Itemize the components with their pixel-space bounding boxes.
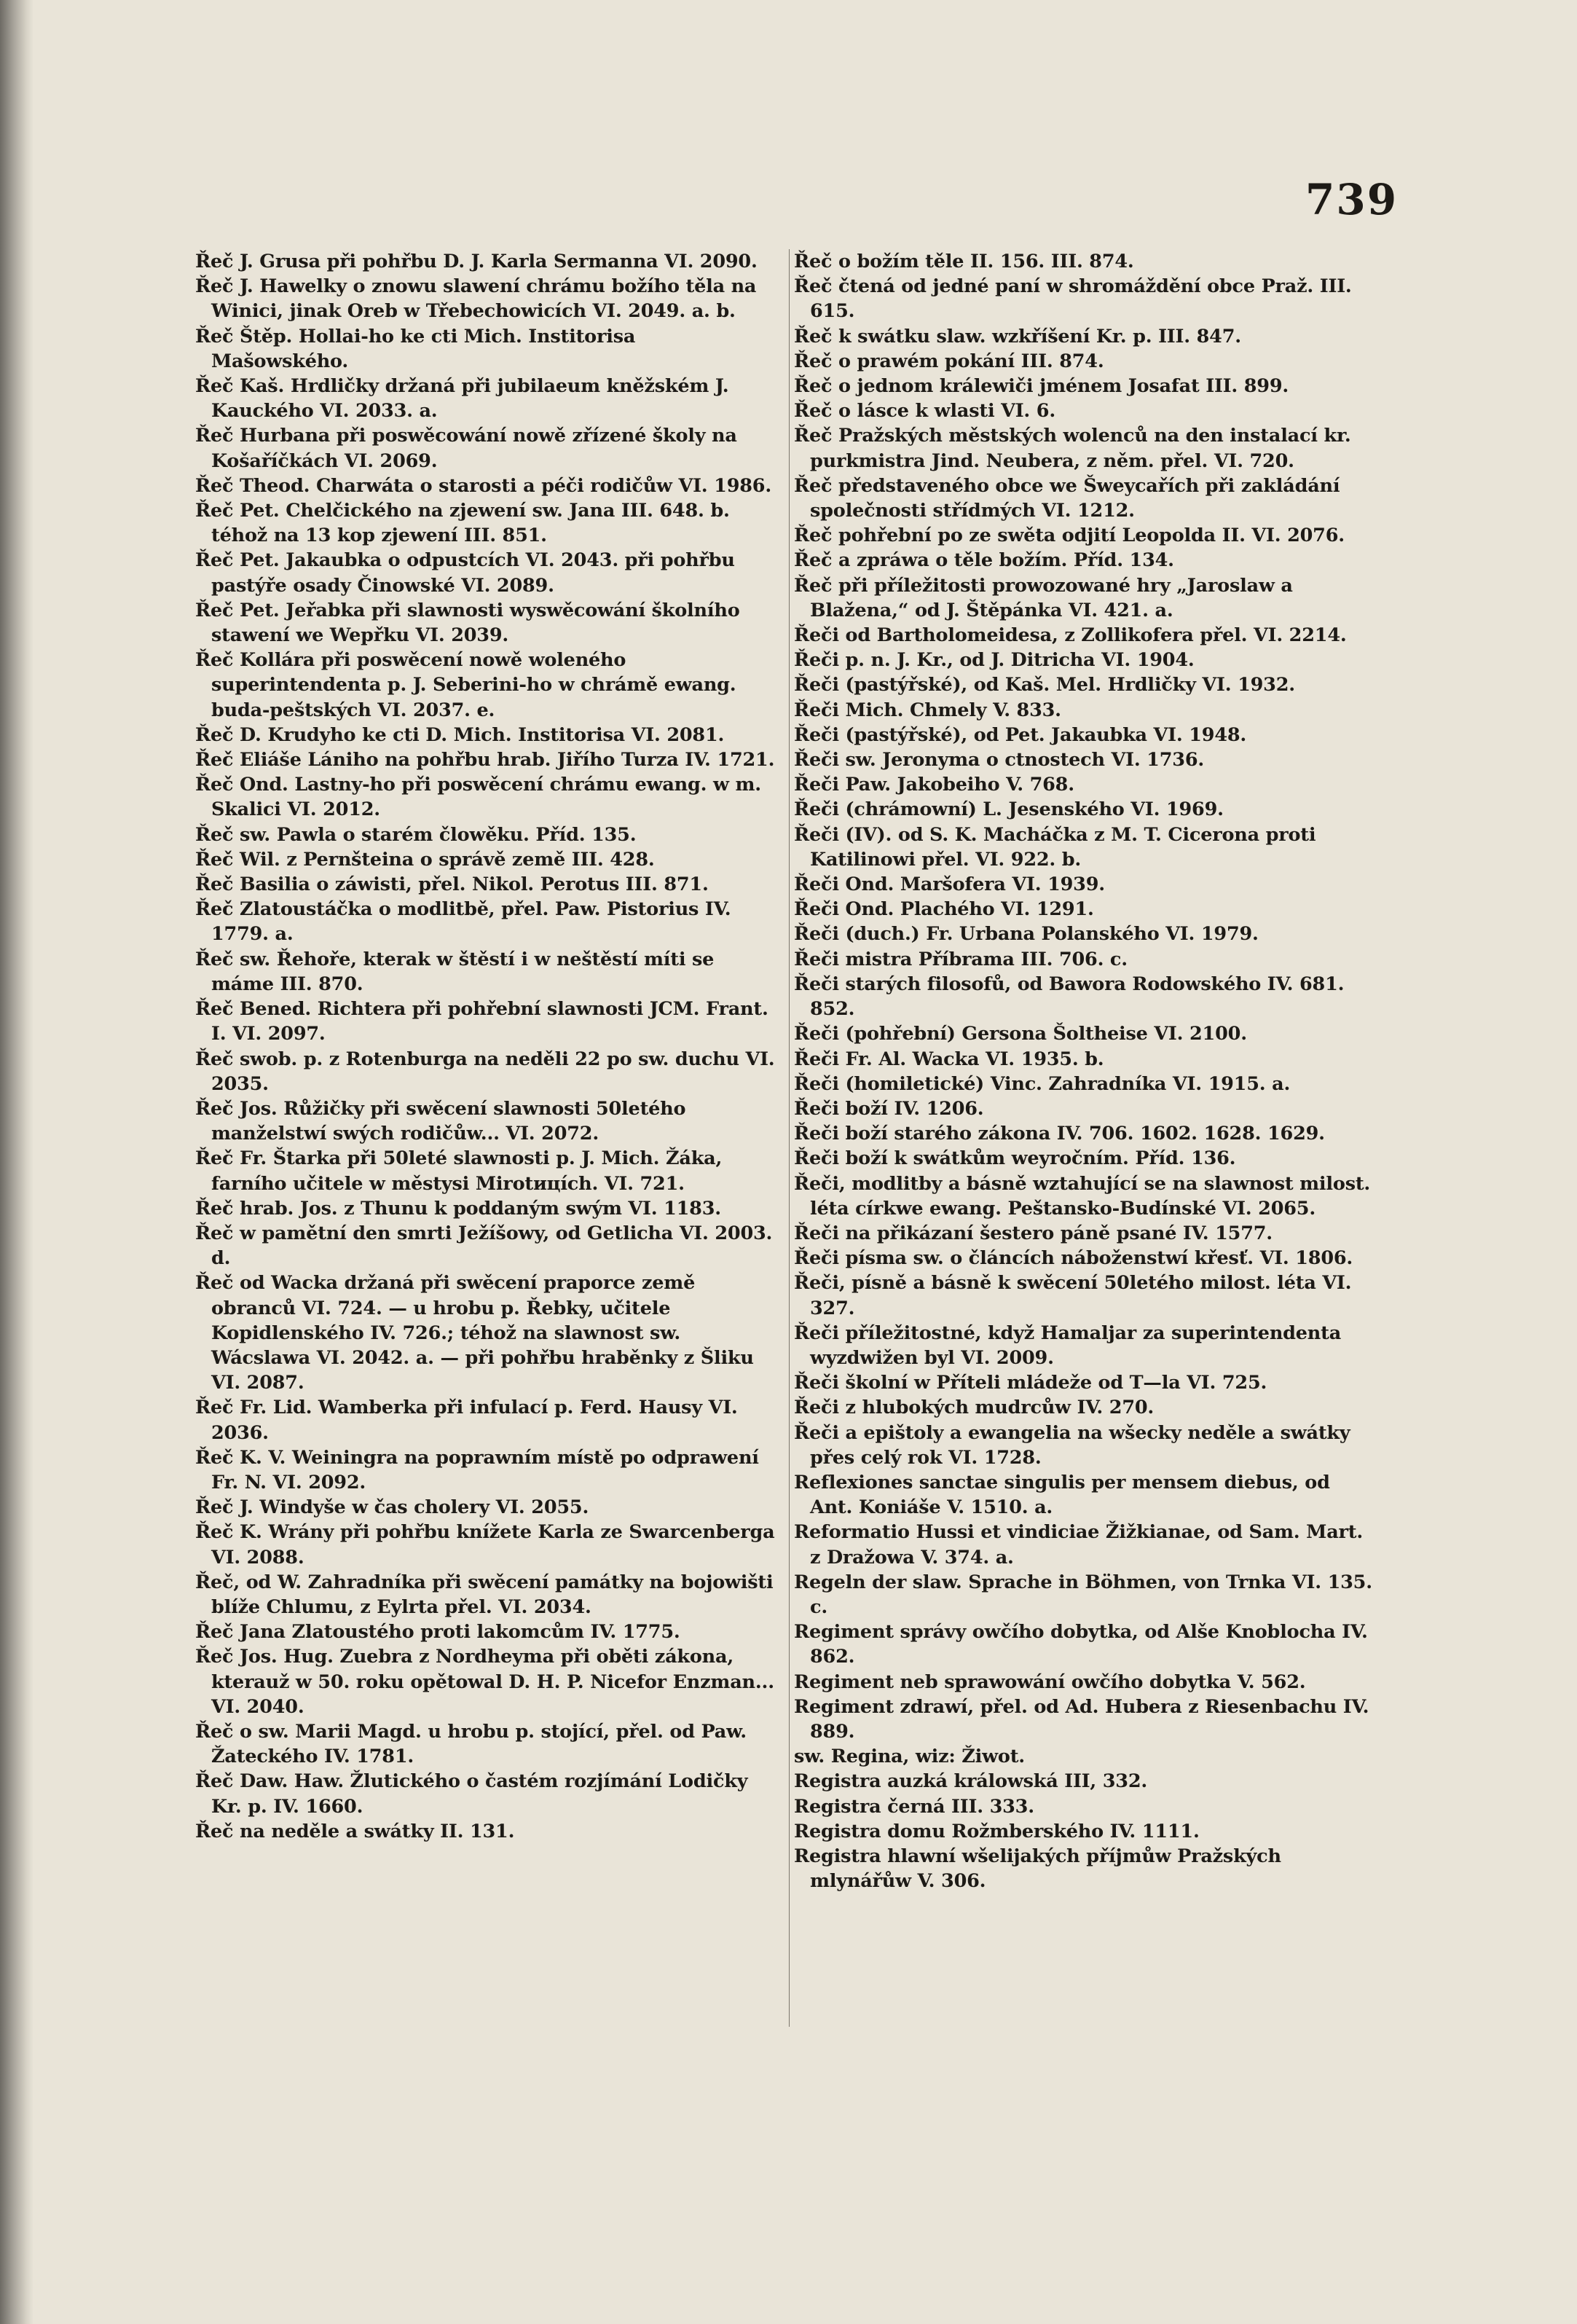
index-entry: Řeči z hlubokých mudrcůw IV. 270. bbox=[794, 1397, 1155, 1419]
index-entry: Řeč K. V. Weiningra na poprawním místě po odprawení Fr. N. VI. 2092. bbox=[195, 1446, 759, 1493]
index-entry: Řeči (pastýřské), od Pet. Jakaubka VI. 1948. bbox=[794, 723, 1247, 746]
index-entry: Řeč o sw. Marii Magd. u hrobu p. stojící, přel. od Paw. Žateckého IV. 1781. bbox=[195, 1720, 747, 1768]
index-entry: Řeč a zpráwa o těle božím. Příd. 134. bbox=[794, 549, 1174, 572]
index-entry: Řeč D. Krudyho ke cti D. Mich. Institorisa VI. 2081. bbox=[195, 723, 725, 746]
index-entry: Řeči boží IV. 1206. bbox=[794, 1097, 984, 1120]
index-entry: Řeči (homiletické) Vinc. Zahradníka VI. 1915. a. bbox=[794, 1072, 1291, 1095]
index-entry: Řeč J. Grusa při pohřbu D. J. Karla Sermanna VI. 2090. bbox=[195, 251, 758, 272]
index-entry: Řeč Fr. Lid. Wamberka při infulací p. Ferd. Hausy VI. 2036. bbox=[195, 1397, 738, 1444]
index-entry: Řeči p. n. J. Kr., od J. Ditricha VI. 1904. bbox=[794, 649, 1195, 672]
index-entry: Řeči Fr. Al. Wacka VI. 1935. b. bbox=[794, 1048, 1104, 1070]
index-entry: Řeč Pet. Jakaubka o odpustcích VI. 2043. při pohřbu pastýře osady Činowské VI. 2089. bbox=[195, 549, 735, 597]
index-entry: Řeč sw. Pawla o starém člowěku. Příd. 135. bbox=[195, 823, 637, 846]
index-entry: Řeči příležitostné, když Hamaljar za superintendenta wyzdwižen byl VI. 2009. bbox=[794, 1322, 1342, 1369]
index-entry: Řeč o jednom králewiči jménem Josafat III. 899. bbox=[794, 375, 1289, 398]
index-entry: Řeč na neděle a swátky II. 131. bbox=[195, 1820, 515, 1842]
index-entry: Řeč Jos. Hug. Zuebra z Nordheyma při oběti zákona, kterauž w 50. roku opětowal D. H. P. Nicefor Enzman... VI. 2040. bbox=[195, 1646, 774, 1718]
book-spine-shadow bbox=[0, 0, 34, 2324]
index-entry: Řeč Theod. Charwáta o starosti a péči rodičůw VI. 1986. bbox=[195, 474, 772, 497]
index-entry: Řeči (IV). od S. K. Macháčka z M. T. Cicerona proti Katilinowi přel. VI. 922. b. bbox=[794, 823, 1316, 871]
index-entry: Reformatio Hussi et vindiciae Žižkianae, od Sam. Mart. z Dražowa V. 374. a. bbox=[794, 1521, 1364, 1569]
index-entry: Řeč Eliáše Lániho na pohřbu hrab. Jiřího Turza IV. 1721. bbox=[195, 749, 775, 772]
index-entry: Řeč Pet. Jeřabka při slawnosti wyswěcowání školního stawení we Wepřku VI. 2039. bbox=[195, 599, 740, 647]
index-entry: Řeči (pohřební) Gersona Šoltheise VI. 2100. bbox=[794, 1023, 1247, 1045]
index-entry: Registra domu Rožmberského IV. 1111. bbox=[794, 1820, 1200, 1842]
index-entry: Řeč o božím těle II. 156. III. 874. bbox=[794, 251, 1134, 272]
index-entry: Řeč Jos. Růžičky při swěcení slawnosti 50letého manželstwí swých rodičůw... VI. 2072. bbox=[195, 1097, 686, 1145]
index-entry: Registra auzká králowská III, 332. bbox=[794, 1770, 1148, 1793]
index-entry: Řeč čtená od jedné paní w shromáždění obce Praž. III. 615. bbox=[794, 275, 1352, 323]
index-entry: Řeči (chrámowní) L. Jesenského VI. 1969. bbox=[794, 798, 1224, 821]
index-entry: Řeč Jana Zlatoustého proti lakomcům IV. 1775. bbox=[195, 1621, 680, 1644]
index-entry: Řeč hrab. Jos. z Thunu k poddaným swým VI. 1183. bbox=[195, 1197, 721, 1220]
index-entry: Řeči, písně a básně k swěcení 50letého milost. léta VI. 327. bbox=[794, 1272, 1352, 1319]
index-entry: Řeči starých filosofů, od Bawora Rodowského IV. 681. 852. bbox=[794, 973, 1345, 1021]
index-entry: Řeč Hurbana při poswěcowání nowě zřízené školy na Košaříčkách VI. 2069. bbox=[195, 425, 737, 472]
index-entry: Řeči mistra Příbrama III. 706. c. bbox=[794, 948, 1128, 970]
index-entry: Řeči (pastýřské), od Kaš. Mel. Hrdličky VI. 1932. bbox=[794, 674, 1295, 696]
index-entry: Řeč J. Windyše w čas cholery VI. 2055. bbox=[195, 1496, 589, 1519]
index-entry: Řeč K. Wrány při pohřbu knížete Karla ze Swarcenberga VI. 2088. bbox=[195, 1521, 775, 1569]
index-entry: Řeči boží starého zákona IV. 706. 1602. 1628. 1629. bbox=[794, 1123, 1325, 1145]
index-entry: Regeln der slaw. Sprache in Böhmen, von Trnka VI. 135. c. bbox=[794, 1571, 1372, 1618]
index-entry: Řeč J. Hawelky o znowu slawení chrámu božího těla na Winici, jinak Oreb w Třebechowicích VI. 2049. a. b. bbox=[195, 275, 757, 323]
index-entry: Řeči od Bartholomeidesa, z Zollikofera přel. VI. 2214. bbox=[794, 624, 1347, 647]
index-entry: Řeči školní w Příteli mládeže od T—la VI. 725. bbox=[794, 1372, 1267, 1394]
index-entry: Řeč Pet. Chelčického na zjewení sw. Jana III. 648. b. téhož na 13 kop zjewení III. 851. bbox=[195, 500, 730, 547]
index-column-right bbox=[794, 249, 1377, 1893]
index-entry: Řeč Zlatoustáčka o modlitbě, přel. Paw. Pistorius IV. 1779. a. bbox=[195, 898, 731, 946]
index-entry: Řeč o lásce k wlasti VI. 6. bbox=[794, 400, 1055, 423]
index-entry: Regiment neb sprawowání owčího dobytka V. 562. bbox=[794, 1671, 1306, 1693]
index-entry: Řeči Mich. Chmely V. 833. bbox=[794, 699, 1061, 721]
column-divider bbox=[789, 249, 790, 2027]
index-entry: Reflexiones sanctae singulis per mensem diebus, od Ant. Koniáše V. 1510. a. bbox=[794, 1471, 1330, 1519]
index-column-left bbox=[195, 249, 778, 1844]
index-entry: Řeč o prawém pokání III. 874. bbox=[794, 350, 1104, 372]
index-entry: Řeč w pamětní den smrti Ježíšowy, od Getlicha VI. 2003. d. bbox=[195, 1222, 773, 1270]
index-entry: Řeči Paw. Jakobeiho V. 768. bbox=[794, 774, 1074, 796]
index-entry: Řeč pohřební po ze swěta odjití Leopolda II. VI. 2076. bbox=[794, 525, 1345, 547]
index-entry: Řeči Ond. Maršofera VI. 1939. bbox=[794, 874, 1105, 896]
page-number: 739 bbox=[1305, 175, 1399, 224]
index-entry: Řeči sw. Jeronyma o ctnostech VI. 1736. bbox=[794, 749, 1205, 772]
index-entry: Řeč Kollára při poswěcení nowě woleného superintendenta p. J. Seberini-ho w chrámě ewang. buda-peštských VI. 2037. e. bbox=[195, 649, 736, 721]
index-entry: Řeč od Wacka držaná při swěcení praporce země obranců VI. 724. — u hrobu p. Řebky, učitele Kopidlenského IV. 726.; téhož na slawnost sw. Wácslawa VI. 2042. a. — při pohřbu hraběnky z Šliku VI. 2087. bbox=[195, 1272, 754, 1394]
index-entry: Řeči písma sw. o článcích náboženstwí křesť. VI. 1806. bbox=[794, 1247, 1353, 1270]
index-entry: Registra hlawní wšelijakých příjmůw Pražských mlynářůw V. 306. bbox=[794, 1845, 1281, 1893]
index-entry: Řeči a epištoly a ewangelia na wšecky neděle a swátky přes celý rok VI. 1728. bbox=[794, 1421, 1350, 1469]
index-entry: Řeč představeného obce we Šweycařích při zakládání společnosti střídmých VI. 1212. bbox=[794, 474, 1340, 522]
index-entry: Řeč k swátku slaw. wzkříšení Kr. p. III. 847. bbox=[794, 325, 1241, 348]
index-entry: Řeč sw. Řehoře, kterak w štěstí i w neštěstí míti se máme III. 870. bbox=[195, 948, 715, 995]
index-entry: Řeči boží k swátkům weyročním. Příd. 136. bbox=[794, 1147, 1236, 1170]
index-entry: Registra černá III. 333. bbox=[794, 1795, 1034, 1818]
index-entry: Řeči, modlitby a básně wztahující se na slawnost milost. léta církwe ewang. Peštansko-Budínské VI. 2065. bbox=[794, 1172, 1371, 1220]
index-entry: Řeč Bened. Richtera při pohřební slawnosti JCM. Frant. I. VI. 2097. bbox=[195, 998, 768, 1045]
index-entry: Řeč Daw. Haw. Žlutického o častém rozjímání Lodičky Kr. p. IV. 1660. bbox=[195, 1770, 748, 1818]
index-entry: Řeč Štěp. Hollai-ho ke cti Mich. Institorisa Mašowského. bbox=[195, 325, 636, 372]
index-entry: Řeči na přikázaní šestero páně psané IV. 1577. bbox=[794, 1222, 1273, 1244]
index-entry: Řeči (duch.) Fr. Urbana Polanského VI. 1979. bbox=[794, 923, 1259, 946]
index-entry: Regiment zdrawí, přel. od Ad. Hubera z Riesenbachu IV. 889. bbox=[794, 1695, 1369, 1743]
index-entry: Řeč swob. p. z Rotenburga na neděli 22 po sw. duchu VI. 2035. bbox=[195, 1048, 775, 1095]
index-entry: Řeči Ond. Plachého VI. 1291. bbox=[794, 898, 1094, 921]
index-entry: Řeč Ond. Lastny-ho při poswěcení chrámu ewang. w m. Skalici VI. 2012. bbox=[195, 774, 761, 821]
index-entry: Řeč Wil. z Pernšteina o správě země III. 428. bbox=[195, 848, 655, 871]
index-entry: Řeč Fr. Štarka při 50leté slawnosti p. J. Mich. Žáka, farního učitele w městysi Mirotицích. VI. 721. bbox=[195, 1147, 723, 1195]
index-entry: sw. Regina, wiz: Žiwot. bbox=[794, 1746, 1025, 1768]
index-entry: Řeč, od W. Zahradníka při swěcení památky na bojowišti blíže Chlumu, z Eylrta přel. VI. 2034. bbox=[195, 1571, 774, 1618]
index-entry: Řeč Pražských městských wolenců na den instalací kr. purkmistra Jind. Neubera, z něm. přel. VI. 720. bbox=[794, 425, 1351, 472]
index-entry: Řeč Kaš. Hrdličky držaná při jubilaeum kněžském J. Kauckého VI. 2033. a. bbox=[195, 375, 729, 423]
index-entry: Řeč Basilia o záwisti, přel. Nikol. Perotus III. 871. bbox=[195, 874, 709, 896]
index-entry: Regiment správy owčího dobytka, od Alše Knoblocha IV. 862. bbox=[794, 1621, 1368, 1668]
index-entry: Řeč při příležitosti prowozowané hry „Jaroslaw a Blažena,“ od J. Štěpánka VI. 421. a. bbox=[794, 574, 1293, 621]
